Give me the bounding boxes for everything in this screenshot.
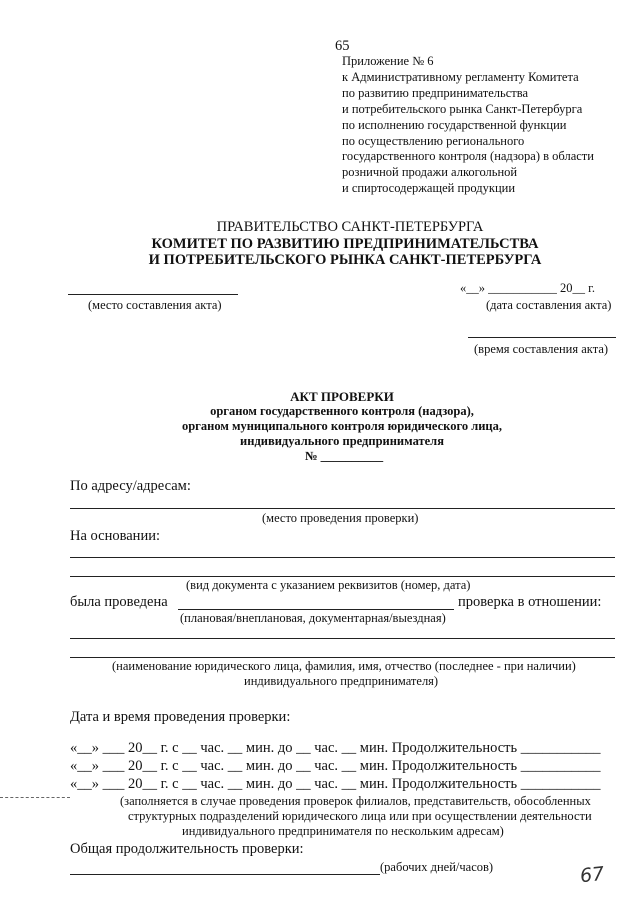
conducted-left: была проведена <box>70 594 168 610</box>
place-label: (место составления акта) <box>88 298 222 312</box>
handwritten-page-number: 67 <box>578 862 606 888</box>
datetime-note-1: (заполняется в случае проведения проверок филиалов, представительств, обособленных <box>120 794 591 808</box>
total-hint: (рабочих дней/часов) <box>380 860 494 874</box>
datetime-row: «__» ___ 20__ г. с __ час. __ мин. до __ час. __ мин. Продолжительность ___________ <box>70 758 601 774</box>
scan-dash-mark <box>0 797 70 798</box>
place-underline <box>68 294 238 295</box>
address-underline <box>70 508 615 509</box>
act-subtitle-line2: органом государственного контроля (надзора), <box>210 404 474 418</box>
appendix-block <box>342 54 594 197</box>
appendix-line: по развитию предпринимательства <box>342 85 528 100</box>
conducted-hint: (плановая/внеплановая, документарная/выездная) <box>180 611 446 625</box>
act-number: № __________ <box>305 449 384 463</box>
committee-title-line2: И ПОТРЕБИТЕЛЬСКОГО РЫНКА САНКТ-ПЕТЕРБУРГА <box>148 252 542 268</box>
appendix-line: к Административному регламенту Комитета <box>342 69 579 84</box>
subject-hint-1: (наименование юридического лица, фамилия, имя, отчество (последнее - при наличии) <box>112 659 576 673</box>
time-underline <box>468 337 616 338</box>
appendix-line: и потребительского рынка Санкт-Петербурга <box>342 101 583 116</box>
time-label: (время составления акта) <box>474 342 609 356</box>
appendix-line: и спиртосодержащей продукции <box>342 181 516 196</box>
datetime-row: «__» ___ 20__ г. с __ час. __ мин. до __ час. __ мин. Продолжительность ___________ <box>70 740 601 756</box>
datetime-note-2: структурных подразделений юридического лица или при осуществлении деятельности <box>128 809 592 823</box>
total-label: Общая продолжительность проверки: <box>70 841 304 857</box>
total-underline <box>70 874 380 875</box>
datetime-row: «__» ___ 20__ г. с __ час. __ мин. до __ час. __ мин. Продолжительность ___________ <box>70 776 601 792</box>
date-value: «__» ___________ 20__ г. <box>460 281 595 295</box>
date-label: (дата составления акта) <box>486 298 612 312</box>
subject-hint-2: индивидуального предпринимателя) <box>244 674 439 688</box>
committee-title-line1: КОМИТЕТ ПО РАЗВИТИЮ ПРЕДПРИНИМАТЕЛЬСТВА <box>151 236 539 252</box>
basis-hint: (вид документа с указанием реквизитов (номер, дата) <box>186 578 471 592</box>
page-number: 65 <box>335 38 350 54</box>
government-title: ПРАВИТЕЛЬСТВО САНКТ-ПЕТЕРБУРГА <box>216 219 484 235</box>
subject-underline-2 <box>70 657 615 658</box>
act-title: АКТ ПРОВЕРКИ <box>290 389 394 404</box>
datetime-label: Дата и время проведения проверки: <box>70 709 291 725</box>
conducted-right: проверка в отношении: <box>458 594 602 610</box>
address-hint: (место проведения проверки) <box>262 511 419 525</box>
conducted-underline <box>178 609 454 610</box>
basis-underline-2 <box>70 576 615 577</box>
appendix-line: розничной продажи алкогольной <box>342 165 518 180</box>
act-subtitle-line4: индивидуального предпринимателя <box>240 434 444 448</box>
act-subtitle-line3: органом муниципального контроля юридического лица, <box>181 419 502 433</box>
basis-underline-1 <box>70 557 615 558</box>
address-label: По адресу/адресам: <box>70 478 191 494</box>
appendix-line: Приложение № 6 <box>342 54 434 68</box>
basis-label: На основании: <box>70 528 160 544</box>
appendix-line: государственного контроля (надзора) в области <box>342 149 594 164</box>
subject-underline-1 <box>70 638 615 639</box>
appendix-line: по исполнению государственной функции <box>342 117 567 132</box>
datetime-note-3: индивидуального предпринимателя по нескольким адресам) <box>182 824 504 838</box>
appendix-line: по осуществлению регионального <box>342 133 525 148</box>
